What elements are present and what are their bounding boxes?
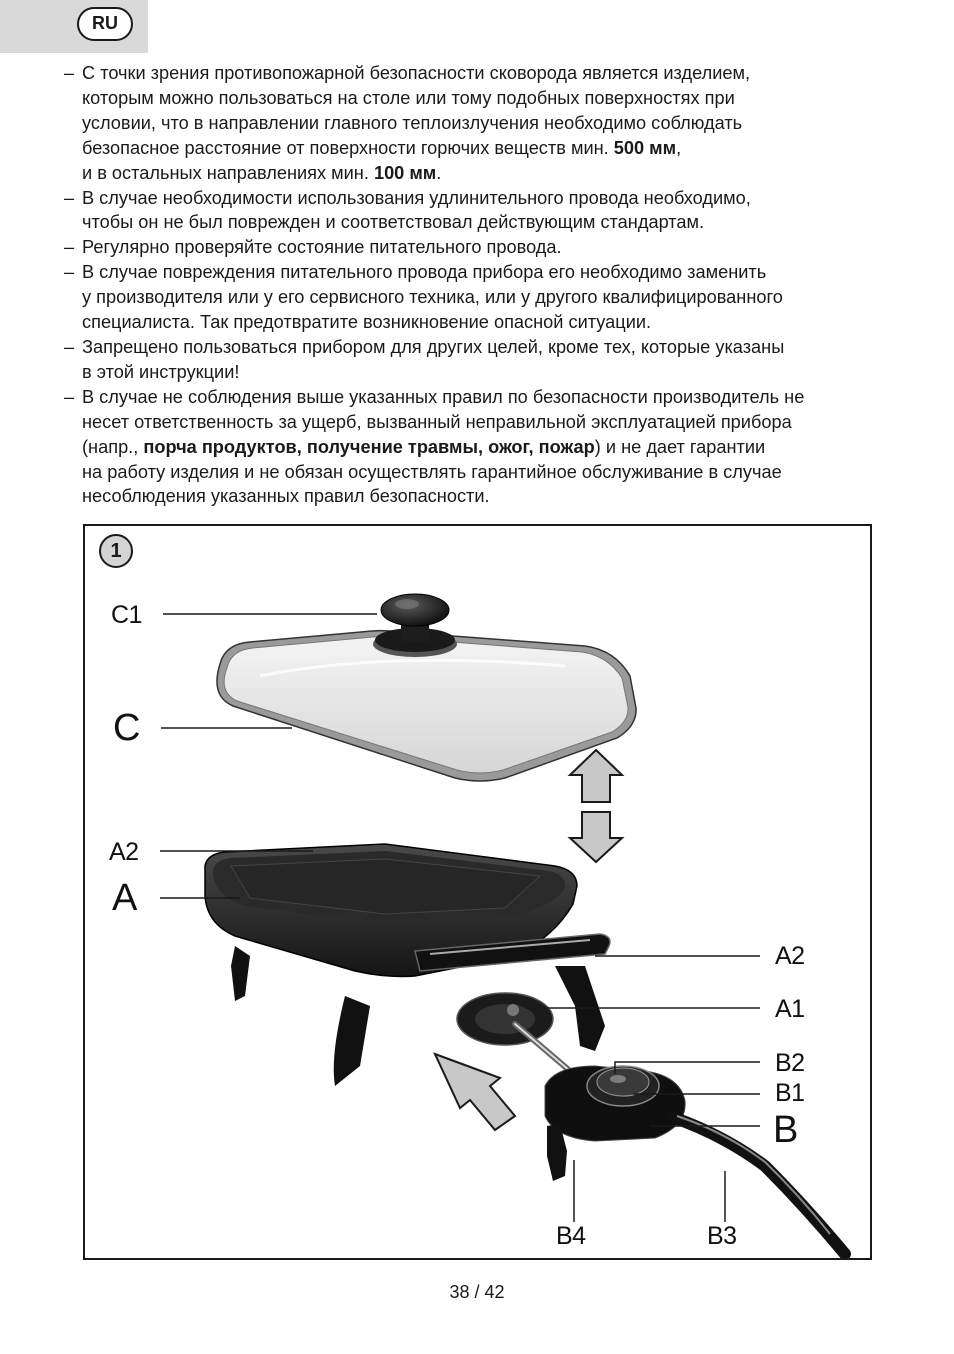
text-segment: . bbox=[436, 162, 442, 183]
text-line bbox=[82, 161, 914, 186]
safety-instructions-list bbox=[64, 61, 914, 509]
text-segment: чтобы он не был поврежден и соответствовал действующим стандартам. bbox=[82, 212, 705, 233]
text-segment: специалиста. Так предотвратите возникновение опасной ситуации. bbox=[82, 312, 652, 333]
text-line bbox=[82, 310, 914, 335]
label-b3: B3 bbox=[707, 1222, 737, 1250]
label-a: A bbox=[112, 877, 137, 919]
list-item bbox=[64, 235, 914, 260]
list-dash: – bbox=[64, 187, 75, 208]
bold-text: 500 мм bbox=[613, 137, 677, 158]
language-tab bbox=[0, 0, 148, 53]
text-segment: В случае необходимости использования удлинительного провода необходимо, bbox=[82, 187, 751, 208]
lid-knob bbox=[373, 594, 457, 657]
text-segment: и в остальных направлениях мин. bbox=[82, 162, 374, 183]
text-segment: условии, что в направлении главного теплоизлучения необходимо соблюдать bbox=[82, 112, 743, 133]
text-segment: В случае повреждения питательного провода прибора его необходимо заменить bbox=[82, 262, 767, 283]
text-segment: (напр., bbox=[82, 436, 144, 457]
list-dash: – bbox=[64, 336, 75, 357]
list-item bbox=[64, 186, 914, 236]
text-line bbox=[82, 360, 914, 385]
bold-text: порча продуктов, получение травмы, ожог, пожар bbox=[143, 436, 595, 457]
label-b4: B4 bbox=[556, 1222, 586, 1250]
text-line bbox=[82, 385, 914, 410]
label-b1: B1 bbox=[775, 1079, 805, 1107]
insert-arrow bbox=[435, 1054, 515, 1130]
text-line bbox=[82, 484, 914, 509]
figure-electric-pan bbox=[83, 524, 872, 1260]
text-line bbox=[82, 111, 914, 136]
bold-text: 100 мм bbox=[373, 162, 437, 183]
list-item bbox=[64, 385, 914, 510]
text-line bbox=[82, 460, 914, 485]
text-segment: Запрещено пользоваться прибором для других целей, кроме тех, которые указаны bbox=[82, 336, 785, 357]
language-badge: RU bbox=[77, 7, 133, 41]
list-item bbox=[64, 61, 914, 186]
text-segment: которым можно пользоваться на столе или тому подобных поверхностях при bbox=[82, 87, 735, 108]
text-segment: несоблюдения указанных правил безопасности. bbox=[82, 486, 490, 507]
text-line bbox=[82, 260, 914, 285]
label-b2: B2 bbox=[775, 1049, 805, 1077]
list-dash: – bbox=[64, 262, 75, 283]
up-down-arrows bbox=[570, 750, 622, 862]
list-dash: – bbox=[64, 237, 75, 258]
text-segment: в этой инструкции! bbox=[82, 361, 240, 382]
text-segment: Регулярно проверяйте состояние питательного провода. bbox=[82, 237, 562, 258]
text-line bbox=[82, 235, 914, 260]
text-line bbox=[82, 335, 914, 360]
page-number: 38 / 42 bbox=[449, 1282, 505, 1302]
text-line bbox=[82, 435, 914, 460]
label-b: B bbox=[773, 1109, 798, 1151]
text-line bbox=[82, 186, 914, 211]
label-a2-left: A2 bbox=[109, 838, 139, 866]
label-c1: C1 bbox=[111, 601, 142, 629]
text-segment: на работу изделия и не обязан осуществлять гарантийное обслуживание в случае bbox=[82, 461, 782, 482]
label-c: C bbox=[113, 707, 140, 749]
list-item bbox=[64, 335, 914, 385]
label-a1: A1 bbox=[775, 995, 805, 1023]
text-segment: ) и не дает гарантии bbox=[594, 436, 766, 457]
text-line bbox=[82, 86, 914, 111]
text-segment: , bbox=[676, 137, 682, 158]
text-segment: В случае не соблюдения выше указанных правил по безопасности производитель не bbox=[82, 386, 805, 407]
text-line bbox=[82, 136, 914, 161]
text-line bbox=[82, 210, 914, 235]
text-segment: у производителя или у его сервисного техника, или у другого квалифицированного bbox=[82, 287, 783, 308]
text-line bbox=[82, 410, 914, 435]
label-a2-right: A2 bbox=[775, 942, 805, 970]
text-line bbox=[82, 285, 914, 310]
text-line bbox=[82, 61, 914, 86]
list-dash: – bbox=[64, 63, 75, 83]
figure-number: 1 bbox=[99, 534, 133, 568]
list-item bbox=[64, 260, 914, 335]
text-segment: несет ответственность за ущерб, вызванный неправильной эксплуатацией прибора bbox=[82, 411, 792, 432]
text-segment: С точки зрения противопожарной безопасности сковорода является изделием, bbox=[82, 63, 751, 83]
text-segment: безопасное расстояние от поверхности горючих веществ мин. bbox=[82, 137, 614, 158]
electric-pan-illustration bbox=[85, 526, 870, 1258]
list-dash: – bbox=[64, 386, 75, 407]
